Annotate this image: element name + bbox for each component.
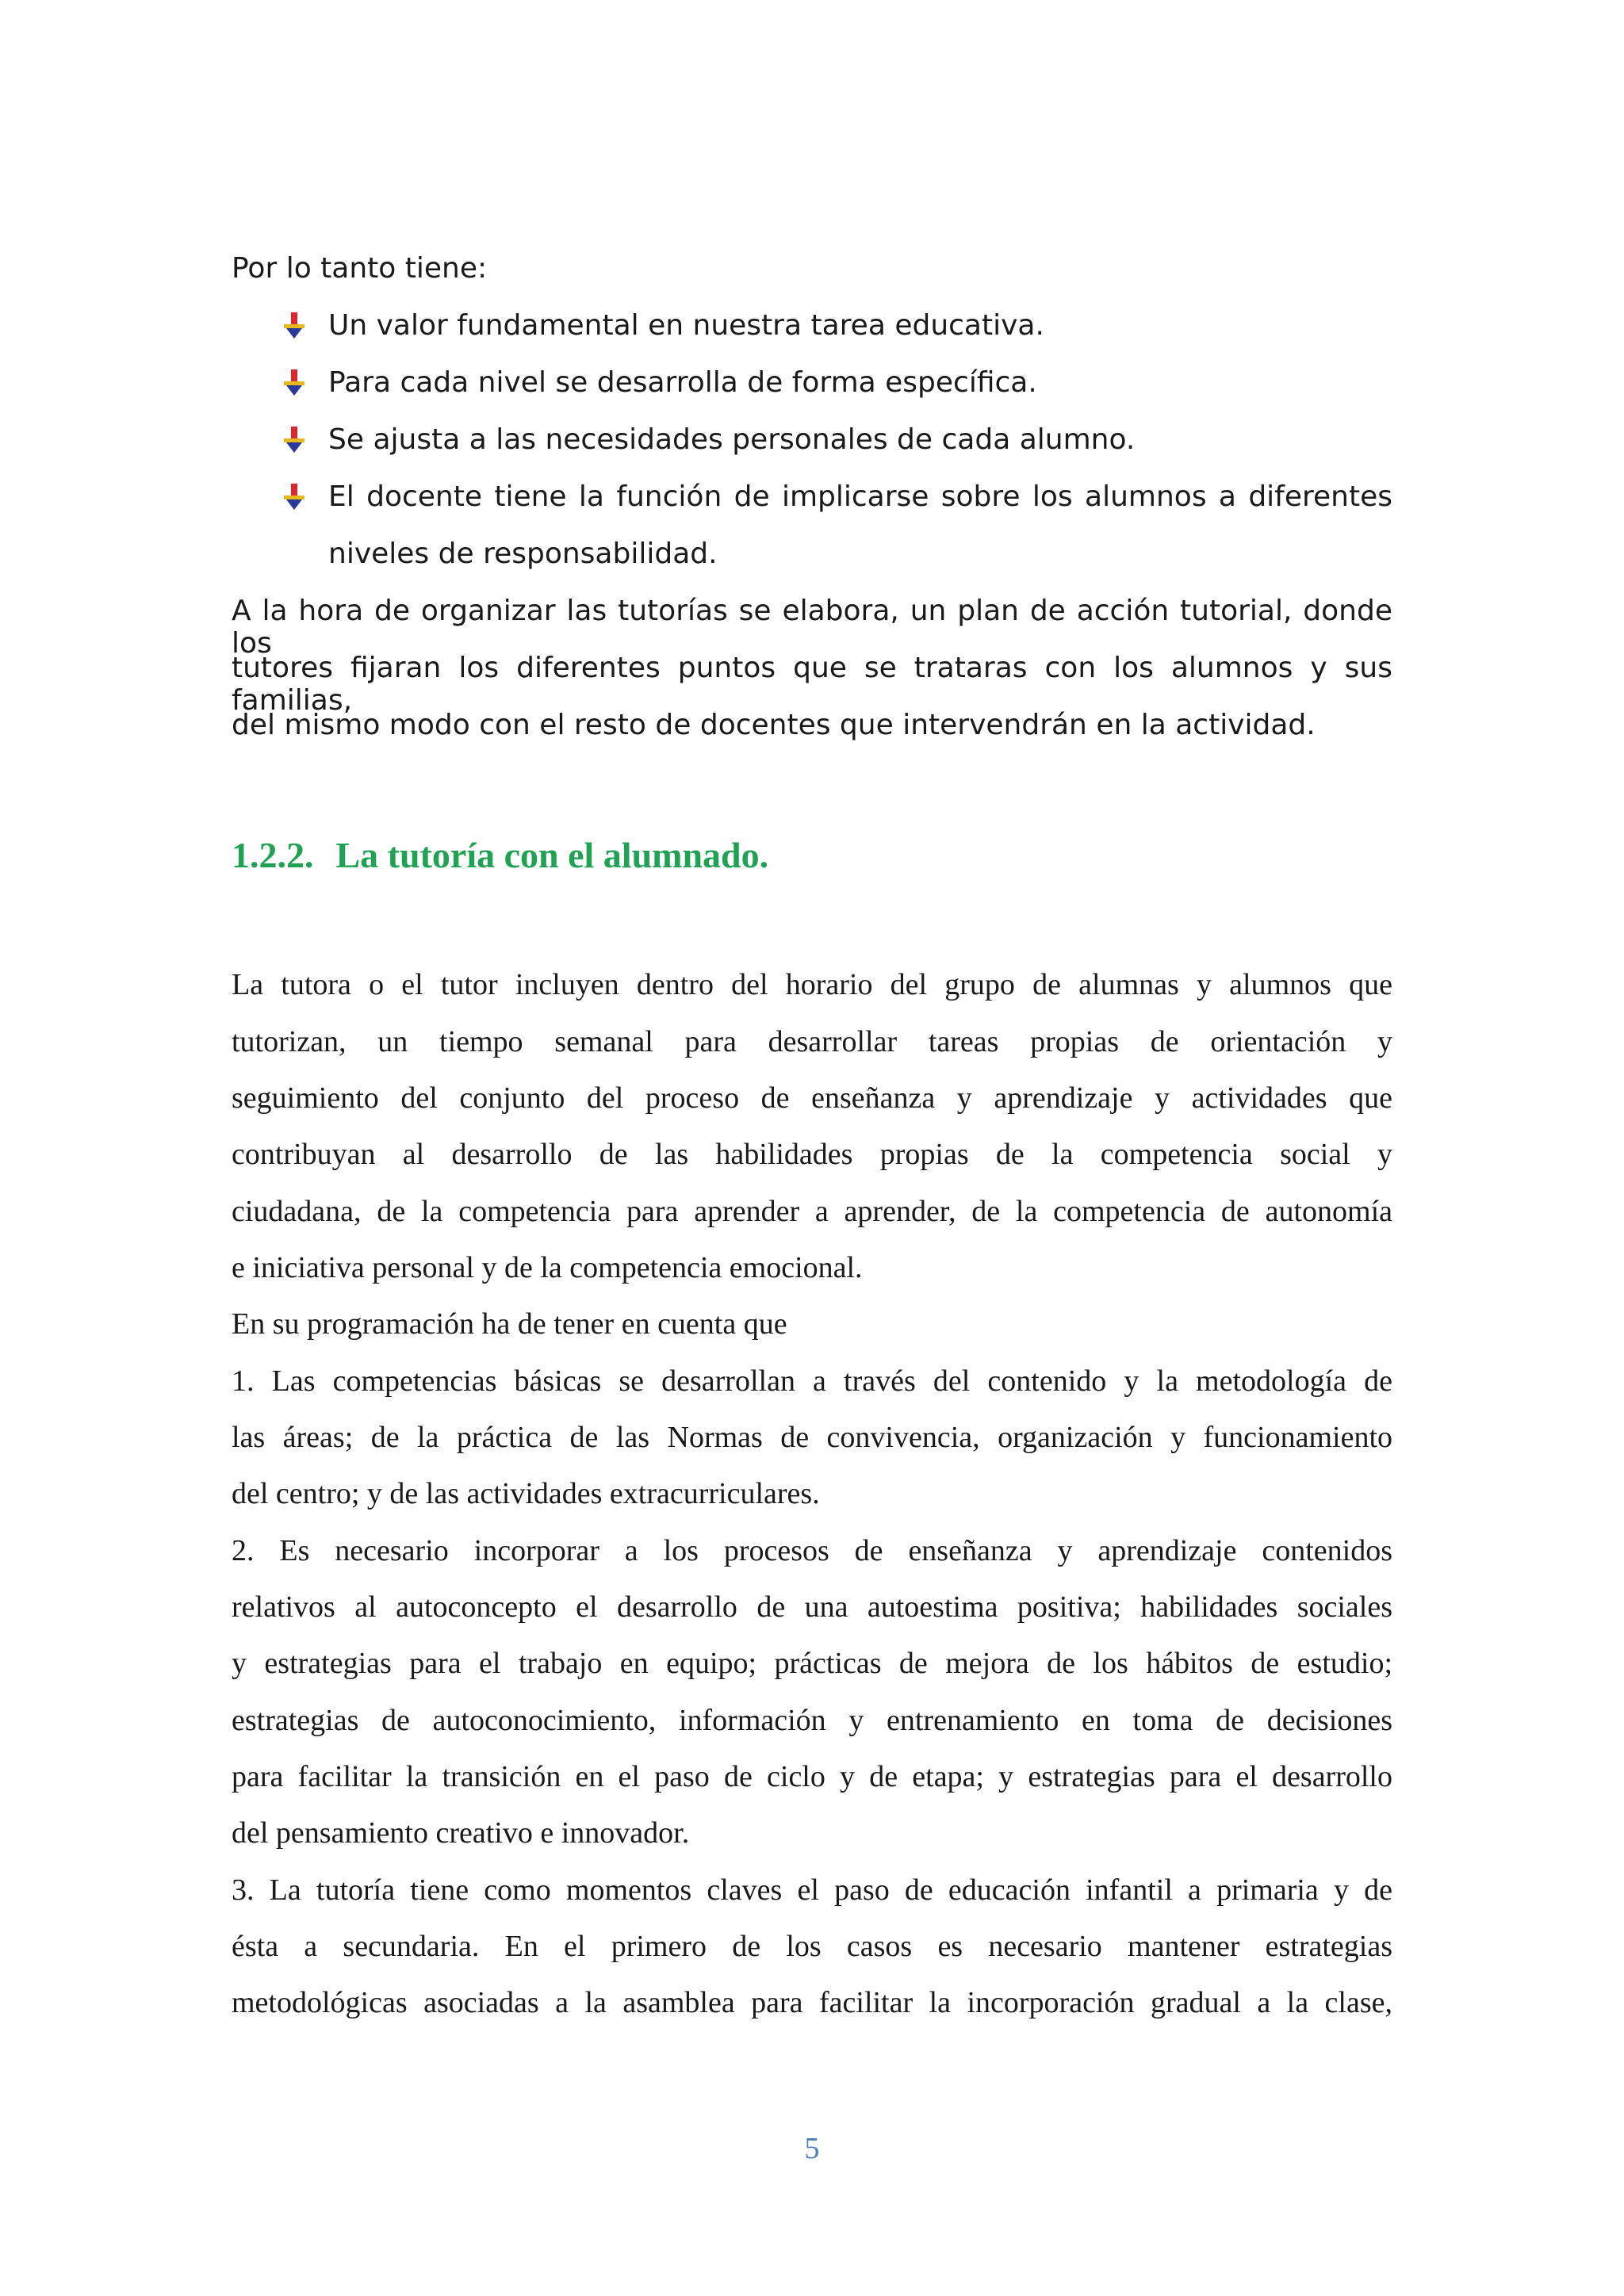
body-line: del centro; y de las actividades extracurriculares. [232,1477,820,1510]
body-line: seguimiento del conjunto del proceso de enseñanza y aprendizaje y actividades que [232,1081,1392,1115]
paragraph-line: A la hora de organizar las tutorías se elabora, un plan de acción tutorial, donde los [232,595,1392,660]
body-line: La tutora o el tutor incluyen dentro del horario del grupo de alumnas y alumnos que [232,968,1392,1001]
body-line: e iniciativa personal y de la competencia emocional. [232,1251,863,1284]
bullet-text-continuation: niveles de responsabilidad. [328,538,718,570]
body-line: contribuyan al desarrollo de las habilidades propias de la competencia social y [232,1138,1392,1171]
body-line: para facilitar la transición en el paso de ciclo y de etapa; y estrategias para el desarrollo [232,1760,1392,1793]
body-line: metodológicas asociadas a la asamblea para facilitar la incorporación gradual a la clase, [232,1986,1392,2019]
section-heading [232,834,768,876]
paragraph-line: tutores fijaran los diferentes puntos que se trataras con los alumnos y sus familias, [232,652,1392,717]
body-line: y estrategias para el trabajo en equipo; prácticas de mejora de los hábitos de estudio; [232,1647,1392,1680]
body-line: En su programación ha de tener en cuenta que [232,1307,787,1341]
arrow-bullet-icon [282,312,306,339]
section-title: La tutoría con el alumnado. [335,835,769,875]
section-number: 1.2.2. [232,835,314,875]
body-line: 2. Es necesario incorporar a los procesos de enseñanza y aprendizaje contenidos [232,1534,1392,1567]
intro-text: Por lo tanto tiene: [232,252,488,285]
paragraph-line: del mismo modo con el resto de docentes que intervendrán en la actividad. [232,709,1316,741]
body-line: ciudadana, de la competencia para aprender a aprender, de la competencia de autonomía [232,1195,1392,1228]
body-line: 1. Las competencias básicas se desarrollan a través del contenido y la metodología de [232,1364,1392,1398]
arrow-bullet-icon [282,427,306,453]
body-line: ésta a secundaria. En el primero de los casos es necesario mantener estrategias [232,1930,1392,1963]
body-line: del pensamiento creativo e innovador. [232,1816,690,1850]
body-line: las áreas; de la práctica de las Normas de convivencia, organización y funcionamiento [232,1421,1392,1454]
bullet-text: Para cada nivel se desarrolla de forma específica. [328,366,1037,399]
body-line: estrategias de autoconocimiento, información y entrenamiento en toma de decisiones [232,1704,1392,1737]
body-line: relativos al autoconcepto el desarrollo de una autoestima positiva; habilidades sociales [232,1590,1392,1624]
bullet-text: Se ajusta a las necesidades personales de cada alumno. [328,423,1136,456]
arrow-bullet-icon [282,484,306,511]
page-number: 5 [804,2132,820,2165]
body-line: tutorizan, un tiempo semanal para desarrollar tareas propias de orientación y [232,1025,1392,1058]
bullet-text: Un valor fundamental en nuestra tarea educativa. [328,309,1044,342]
arrow-bullet-icon [282,369,306,396]
bullet-text: El docente tiene la función de implicarse sobre los alumnos a diferentes [328,480,1392,513]
body-line: 3. La tutoría tiene como momentos claves el paso de educación infantil a primaria y de [232,1873,1392,1907]
